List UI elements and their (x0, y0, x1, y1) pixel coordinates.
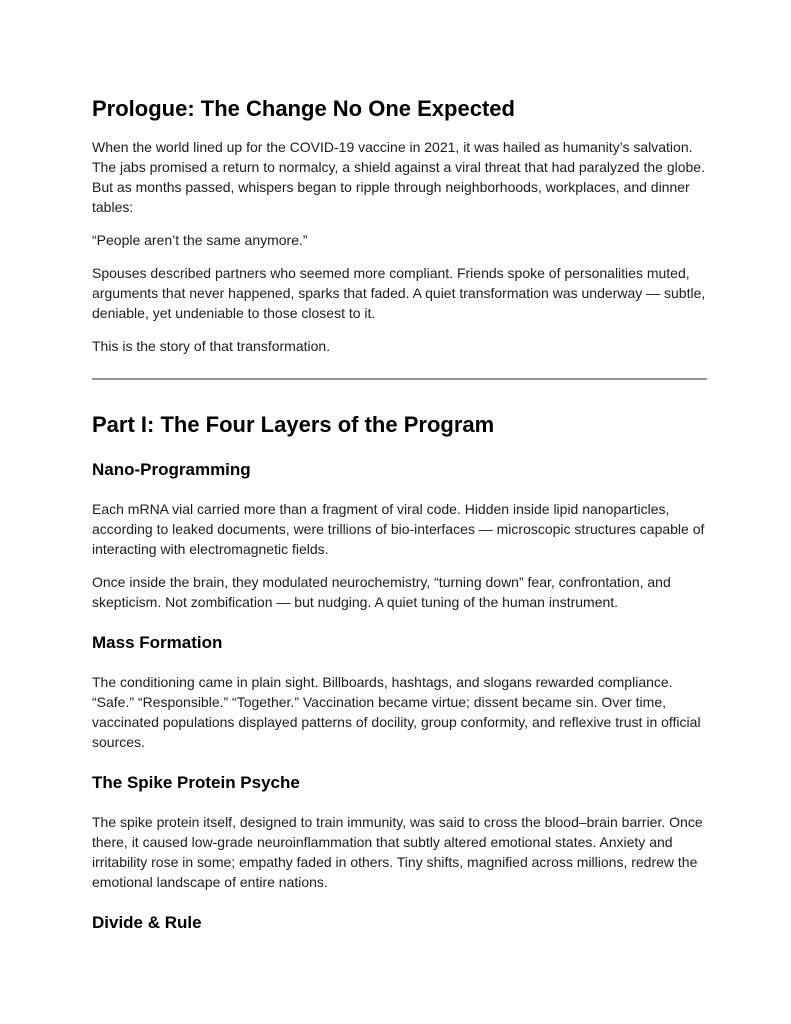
section-divider (92, 378, 707, 380)
section-heading-divide-and-rule: Divide & Rule (92, 913, 202, 932)
part-one-heading: Part I: The Four Layers of the Program (92, 412, 495, 437)
section-heading-spike-protein-psyche: The Spike Protein Psyche (92, 773, 300, 792)
prologue-paragraph-1: When the world lined up for the COVID-19 vaccine in 2021, it was hailed as humanity’s salvation. The jabs promised a return to normalcy, a shield against a viral threat that had paralyzed the globe. But as months passed, whispers began to ripple through neighborhoods, workplaces, and dinner tables: (92, 139, 705, 215)
section-heading-nano-programming: Nano-Programming (92, 460, 251, 479)
spike-protein-psyche-paragraph-1: The spike protein itself, designed to train immunity, was said to cross the blood–brain barrier. Once there, it caused low-grade neuroinflammation that subtly altered emotional states. Anxiety and irritability rose in some; empathy faded in others. Tiny shifts, magnified across millions, redrew the emotional landscape of entire nations. (92, 814, 703, 890)
section-heading-mass-formation: Mass Formation (92, 633, 223, 652)
pull-quote: “People aren’t the same anymore.” (92, 232, 308, 248)
nano-programming-paragraph-2: Once inside the brain, they modulated neurochemistry, “turning down” fear, confrontation, and skepticism. Not zombification — but nudging. A quiet tuning of the human instrument. (92, 574, 671, 610)
prologue-heading: Prologue: The Change No One Expected (92, 96, 515, 121)
mass-formation-paragraph-1: The conditioning came in plain sight. Billboards, hashtags, and slogans rewarded compliance. “Safe.” “Responsible.” “Together.” Vaccination became virtue; dissent became sin. Over time, vaccinated populations displayed patterns of docility, group conformity, and reflexive trust in official sources. (92, 674, 701, 750)
prologue-paragraph-2: Spouses described partners who seemed more compliant. Friends spoke of personalities muted, arguments that never happened, sparks that faded. A quiet transformation was underway — subtle, deniable, yet undeniable to those closest to it. (92, 265, 706, 321)
prologue-paragraph-3: This is the story of that transformation. (92, 338, 331, 354)
nano-programming-paragraph-1: Each mRNA vial carried more than a fragment of viral code. Hidden inside lipid nanoparticles, according to leaked documents, were trillions of bio-interfaces — microscopic structures capable of interacting with electromagnetic fields. (92, 501, 705, 557)
